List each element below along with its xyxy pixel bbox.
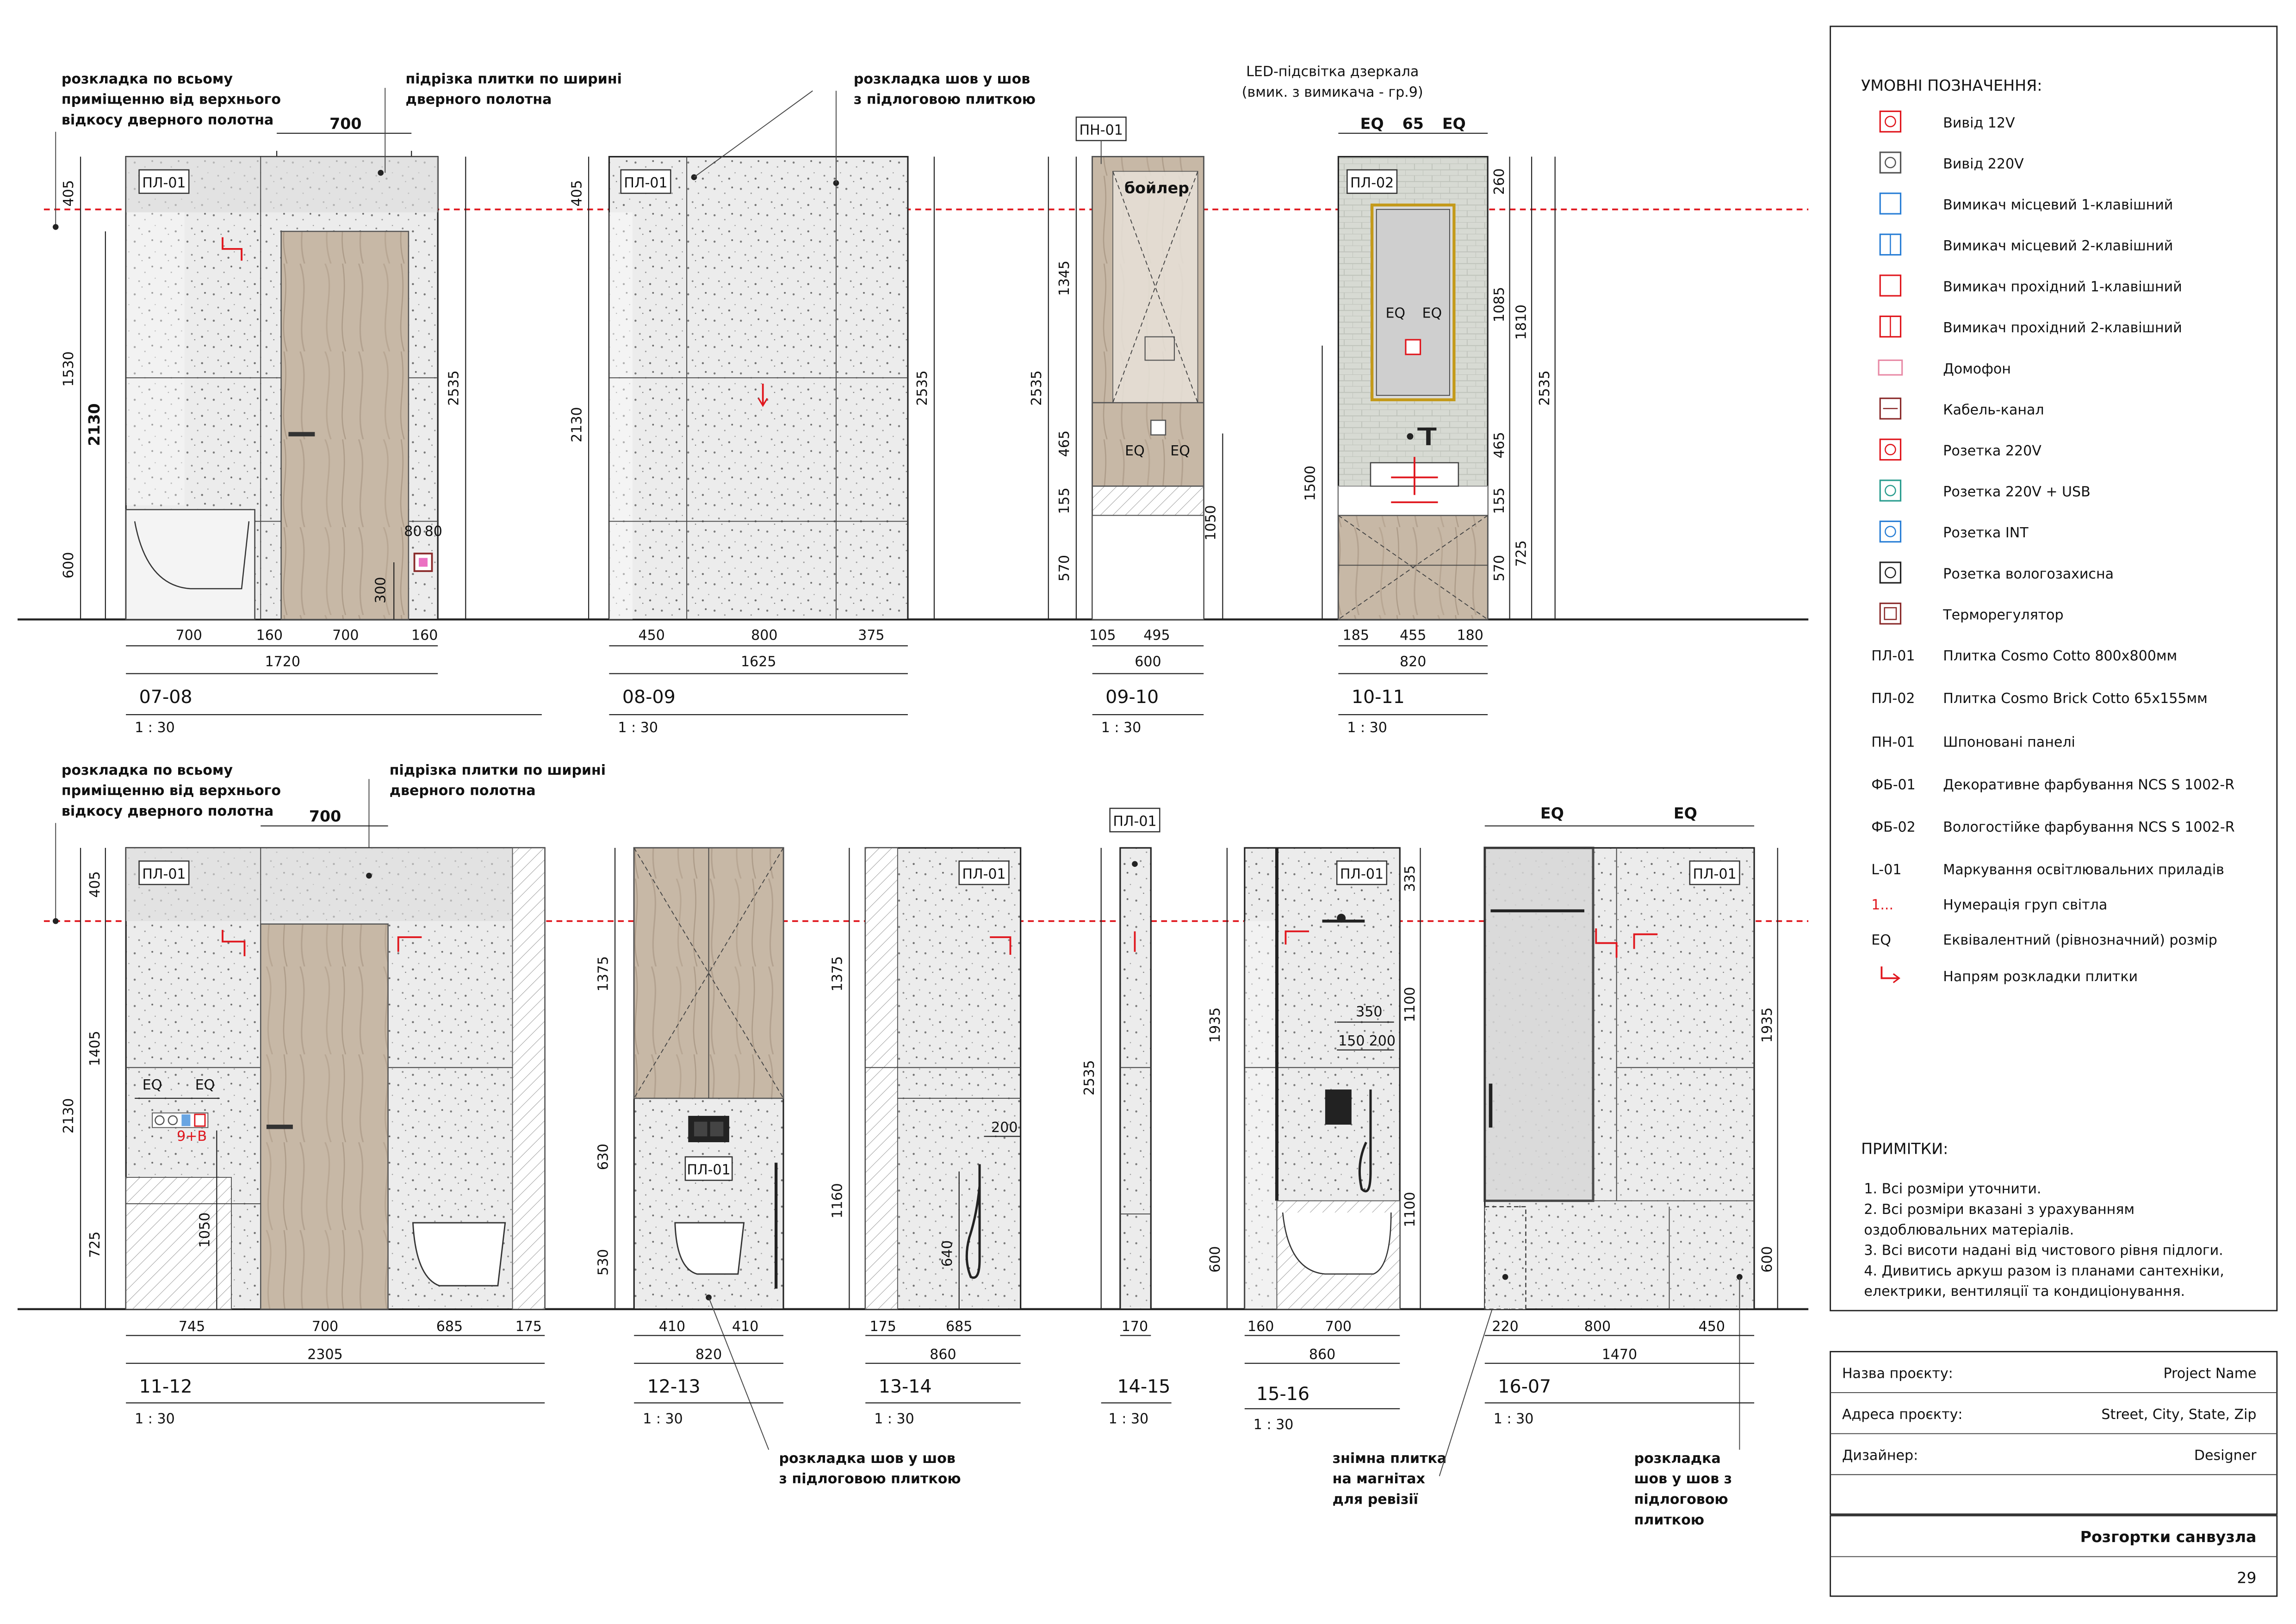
- note-layout-whole-room: приміщенню від верхнього: [61, 91, 281, 108]
- dim-h: 1160: [829, 1183, 846, 1219]
- note-cut-tile: підрізка плитки по ширині: [405, 71, 622, 87]
- elevation-scale: 1 : 30: [1493, 1411, 1534, 1427]
- elevation-13-14: [830, 848, 1021, 1427]
- tag-pl02: ПЛ-02: [1350, 175, 1394, 192]
- elevation-12-13: [595, 848, 783, 1450]
- note-line: 1. Всі розміри уточнити.: [1864, 1181, 2042, 1197]
- elevation-scale: 1 : 30: [618, 720, 658, 736]
- elevation-scale: 1 : 30: [1108, 1411, 1149, 1427]
- title-block-value: Street, City, State, Zip: [2101, 1406, 2257, 1423]
- dim-bottom: 175: [515, 1319, 542, 1335]
- legend-label: Напрям розкладки плитки: [1943, 968, 2138, 985]
- title-block-label: Дизайнер:: [1842, 1447, 1918, 1464]
- dim-socket-height: 300: [372, 577, 389, 604]
- elevation-09-10: [1029, 117, 1222, 736]
- elevation-scale: 1 : 30: [643, 1411, 683, 1427]
- legend-label: Вологостійке фарбування NCS S 1002-R: [1943, 819, 2235, 836]
- legend-label: Розетка INT: [1943, 525, 2029, 541]
- elevation-code: 08-09: [622, 686, 676, 708]
- legend-label: Плитка Cosmo Brick Cotto 65х155мм: [1943, 690, 2208, 707]
- note-layout-whole-room: розкладка по всьому: [61, 762, 233, 778]
- legend-label: Терморегулятор: [1943, 607, 2064, 623]
- dim-mixer: 150: [1338, 1033, 1365, 1050]
- dim-h: 405: [61, 180, 77, 207]
- dim-h: 1530: [61, 351, 77, 387]
- note-removable-tile: для ревізії: [1332, 1491, 1419, 1508]
- dim-h: 465: [1056, 430, 1073, 457]
- elevation-code: 14-15: [1117, 1376, 1171, 1398]
- dim-door-height: 2130: [85, 403, 104, 446]
- dim-bottom: 160: [256, 627, 283, 644]
- dim-h: 1100: [1402, 1192, 1418, 1227]
- dim-hose: 640: [939, 1240, 956, 1267]
- legend-label: Еквівалентний (рівнозначний) розмір: [1943, 932, 2217, 948]
- note-led: (вмик. з вимикача - гр.9): [1241, 84, 1423, 100]
- title-block-label: Назва проєкту:: [1842, 1365, 1953, 1382]
- legend-label: Плитка Cosmo Cotto 800х800мм: [1943, 648, 2178, 665]
- note-removable-tile: на магнітах: [1332, 1471, 1425, 1487]
- elevation-10-11: [1242, 64, 1555, 736]
- eq-label: EQ: [195, 1077, 215, 1094]
- legend-key: EQ: [1871, 932, 1891, 948]
- dim-bottom: 175: [869, 1319, 896, 1335]
- tag-pl01: ПЛ-01: [624, 175, 668, 192]
- elevation-scale: 1 : 30: [1253, 1417, 1294, 1433]
- dim-total-height: 2535: [1537, 370, 1553, 406]
- dim-bottom: 700: [175, 627, 202, 644]
- dim-bottom: 105: [1089, 627, 1116, 644]
- dim-bottom: 160: [1247, 1319, 1274, 1335]
- dim-bottom: 450: [1698, 1319, 1725, 1335]
- eq-label: EQ: [142, 1077, 162, 1094]
- dim-h: 405: [87, 871, 104, 898]
- elevation-code: 13-14: [878, 1376, 932, 1398]
- dim-top: 65: [1402, 114, 1424, 133]
- elevation-code: 09-10: [1105, 686, 1159, 708]
- elevation-scale: 1 : 30: [135, 1411, 175, 1427]
- elevation-code: 07-08: [139, 686, 192, 708]
- elevation-code: 16-07: [1498, 1376, 1551, 1398]
- dim-bottom: 685: [946, 1319, 973, 1335]
- dim-h: 725: [87, 1231, 104, 1258]
- dim-total: 860: [930, 1346, 956, 1363]
- dim-total: 860: [1309, 1346, 1336, 1363]
- legend-key: ПЛ-01: [1871, 648, 1915, 665]
- legend-label: Шпоновані панелі: [1943, 734, 2075, 751]
- eq-label: EQ: [1422, 305, 1442, 322]
- elevation-scale: 1 : 30: [874, 1411, 914, 1427]
- dim-total: 820: [1400, 653, 1427, 670]
- dim-side: 1050: [1203, 505, 1219, 541]
- elevation-11-12: [61, 807, 545, 1427]
- legend-key: ФБ-01: [1871, 777, 1916, 793]
- dim-hose: 200: [991, 1119, 1018, 1136]
- dim-top: 700: [309, 807, 341, 826]
- tag-pn01: ПН-01: [1079, 122, 1123, 139]
- note-seam-layout-16: плиткою: [1634, 1512, 1705, 1528]
- dim-total: 820: [695, 1346, 722, 1363]
- note-layout-whole-room: приміщенню від верхнього: [61, 783, 281, 799]
- legend-label: Нумерація груп світла: [1943, 896, 2108, 913]
- dim-socket: 80: [404, 523, 422, 540]
- dim-top: EQ: [1442, 114, 1466, 133]
- elevation-code: 12-13: [647, 1376, 701, 1398]
- dim-h: 1345: [1056, 260, 1073, 296]
- elevation-code: 11-12: [139, 1376, 192, 1398]
- note-cut-tile: дверного полотна: [405, 91, 552, 108]
- tag-pl01: ПЛ-01: [142, 866, 186, 883]
- dim-total: 1720: [265, 653, 300, 670]
- dim-bottom: 375: [858, 627, 885, 644]
- switch-group-label: 9+В: [177, 1128, 207, 1145]
- note-seam-layout: розкладка шов у шов: [779, 1450, 956, 1467]
- legend-label: Розетка 220V: [1943, 443, 2042, 460]
- legend-label: Домофон: [1943, 361, 2011, 377]
- dim-bottom: 450: [638, 627, 665, 644]
- dim-h: 405: [569, 180, 585, 207]
- dim-right: 570: [1491, 554, 1508, 582]
- note-cut-tile: дверного полотна: [389, 783, 536, 799]
- elevation-07-08: [61, 114, 542, 736]
- dim-bottom: 170: [1121, 1319, 1148, 1335]
- dim-left: 1935: [1207, 1007, 1224, 1043]
- dim-h: 1100: [1402, 987, 1418, 1022]
- note-seam-layout: розкладка шов у шов: [853, 71, 1030, 87]
- dim-h: 600: [61, 552, 77, 579]
- dim-bottom: 700: [1325, 1319, 1352, 1335]
- dim-bottom: 745: [178, 1319, 205, 1335]
- tag-pl01: ПЛ-01: [1693, 866, 1737, 883]
- dim-bottom: 495: [1143, 627, 1170, 644]
- dim-bottom: 685: [436, 1319, 463, 1335]
- tag-pl01: ПЛ-01: [962, 866, 1006, 883]
- note-cut-tile: підрізка плитки по ширині: [389, 762, 606, 778]
- dim-bottom: 700: [311, 1319, 339, 1335]
- legend-key: ФБ-02: [1871, 819, 1916, 836]
- sheet-number: 29: [2237, 1568, 2257, 1587]
- legend-title: УМОВНІ ПОЗНАЧЕННЯ:: [1861, 76, 2042, 95]
- elevation-scale: 1 : 30: [1347, 720, 1387, 736]
- dim-right: 1085: [1491, 286, 1508, 323]
- dim-right: 260: [1491, 168, 1508, 195]
- dim-total: 1470: [1601, 1346, 1638, 1363]
- dim-right2: 1810: [1513, 304, 1530, 340]
- tag-pl01: ПЛ-01: [142, 175, 186, 192]
- legend-panel: [1831, 26, 2277, 1311]
- note-layout-whole-room: відкосу дверного полотна: [61, 803, 274, 820]
- dim-switch: 1050: [197, 1212, 213, 1248]
- legend-label: Кабель-канал: [1943, 402, 2044, 418]
- note-seam-layout: з підлоговою плиткою: [779, 1471, 961, 1487]
- dim-h: 630: [595, 1143, 612, 1170]
- elevation-08-09: [569, 91, 934, 736]
- legend-key: ПЛ-02: [1871, 690, 1915, 707]
- dim-top: EQ: [1540, 804, 1564, 822]
- dim-total-height: 2535: [446, 370, 462, 406]
- dim-top: 700: [329, 114, 362, 133]
- dim-h: 1375: [595, 956, 612, 992]
- dim-bottom: 700: [332, 627, 359, 644]
- note-line: електрики, вентиляції та кондиціонування.: [1864, 1283, 2185, 1300]
- dim-top: EQ: [1673, 804, 1697, 822]
- legend-label: Розетка вологозахисна: [1943, 566, 2114, 582]
- title-block-label: Адреса проєкту:: [1842, 1406, 1963, 1423]
- title-block-value: Designer: [2194, 1447, 2257, 1464]
- dim-bottom: 180: [1457, 627, 1483, 644]
- elevation-14-15: [1081, 809, 1172, 1427]
- note-layout-whole-room: розкладка по всьому: [61, 71, 233, 87]
- dim-total-height: 2535: [1028, 370, 1045, 406]
- dim-right2: 725: [1513, 540, 1530, 567]
- legend-label: Маркування освітлювальних приладів: [1943, 861, 2224, 878]
- legend-label: Вимикач прохідний 2-клавішний: [1943, 320, 2182, 336]
- dim-socket: 80: [424, 523, 442, 540]
- tag-pl01: ПЛ-01: [1113, 813, 1157, 830]
- note-removable-tile: знімна плитка: [1332, 1450, 1447, 1467]
- elevation-code: 10-11: [1351, 686, 1405, 708]
- dim-total: 2305: [307, 1346, 343, 1363]
- legend-label: Вивід 220V: [1943, 156, 2024, 172]
- sheet-title: Розгортки санвузла: [2080, 1527, 2257, 1546]
- eq-label: EQ: [1125, 443, 1145, 460]
- dim-bottom: 455: [1400, 627, 1427, 644]
- legend-key: ПН-01: [1871, 734, 1915, 751]
- dim-bottom: 800: [751, 627, 778, 644]
- dim-right: 155: [1491, 487, 1508, 514]
- elevation-16-07: [1485, 804, 1778, 1450]
- elevation-15-16: [1207, 848, 1421, 1433]
- dim-left: 600: [1207, 1246, 1224, 1273]
- dim-h: 2535: [1081, 1060, 1098, 1096]
- legend-label: Розетка 220V + USB: [1943, 484, 2091, 500]
- dim-total: 1625: [740, 653, 776, 670]
- dim-h: 2130: [569, 407, 585, 442]
- dim-top: EQ: [1360, 114, 1384, 133]
- dim-bottom: 800: [1584, 1319, 1611, 1335]
- title-block-value: Project Name: [2163, 1365, 2257, 1382]
- dim-bottom: 410: [658, 1319, 686, 1335]
- note-seam-layout-16: шов у шов з: [1634, 1471, 1732, 1487]
- note-line: 2. Всі розміри вказані з урахуванням: [1864, 1201, 2135, 1218]
- dim-right: 1935: [1759, 1007, 1776, 1043]
- note-line: оздоблювальних матеріалів.: [1864, 1222, 2074, 1238]
- legend-key: L-01: [1871, 861, 1902, 878]
- tag-pl01: ПЛ-01: [687, 1162, 731, 1178]
- note-layout-whole-room: відкосу дверного полотна: [61, 112, 274, 128]
- legend-label: Вимикач місцевий 1-клавішний: [1943, 197, 2173, 213]
- dim-h: 570: [1056, 554, 1073, 582]
- boiler-label: бойлер: [1124, 179, 1189, 197]
- note-line: 3. Всі висоти надані від чистового рівня підлоги.: [1864, 1242, 2223, 1259]
- legend-item: [1871, 734, 2075, 751]
- elevation-scale: 1 : 30: [1101, 720, 1142, 736]
- eq-label: EQ: [1385, 305, 1406, 322]
- legend-label: Декоративне фарбування NCS S 1002-R: [1943, 777, 2235, 793]
- legend-label: Вимикач прохідний 1-клавішний: [1943, 279, 2182, 295]
- dim-bottom: 220: [1492, 1319, 1519, 1335]
- dim-total-height: 2535: [914, 370, 931, 406]
- dim-bottom: 185: [1342, 627, 1370, 644]
- note-led: LED-підсвітка дзеркала: [1246, 63, 1419, 80]
- note-seam-layout: з підлоговою плиткою: [853, 91, 1036, 108]
- elevation-scale: 1 : 30: [135, 720, 175, 736]
- dim-h: 1375: [829, 956, 846, 992]
- note-seam-layout-16: підлоговою: [1634, 1491, 1728, 1508]
- dim-bottom: 410: [732, 1319, 759, 1335]
- dim-right: 600: [1759, 1246, 1776, 1273]
- dim-total: 600: [1135, 653, 1161, 670]
- legend-key: 1...: [1871, 896, 1894, 913]
- dim-mixer: 350: [1356, 1003, 1383, 1020]
- note-line: 4. Дивитись аркуш разом із планами сантехніки,: [1864, 1263, 2224, 1279]
- dim-mixer: 200: [1369, 1033, 1396, 1050]
- dim-h: 1405: [87, 1031, 104, 1066]
- dim-h: 155: [1056, 487, 1073, 514]
- dim-h: 530: [595, 1249, 612, 1276]
- dim-right: 465: [1491, 432, 1508, 459]
- dim-bottom: 160: [411, 627, 438, 644]
- dim-left: 2130: [61, 1098, 77, 1134]
- notes-title: ПРИМІТКИ:: [1861, 1139, 1948, 1158]
- dim-h: 335: [1402, 865, 1418, 892]
- dim-left: 1500: [1302, 465, 1319, 501]
- legend-label: Вимикач місцевий 2-клавішний: [1943, 238, 2173, 255]
- elevation-code: 15-16: [1256, 1383, 1310, 1405]
- tag-pl01: ПЛ-01: [1340, 866, 1384, 883]
- legend-label: Вивід 12V: [1943, 115, 2015, 131]
- note-seam-layout-16: розкладка: [1634, 1450, 1721, 1467]
- eq-label: EQ: [1170, 443, 1190, 460]
